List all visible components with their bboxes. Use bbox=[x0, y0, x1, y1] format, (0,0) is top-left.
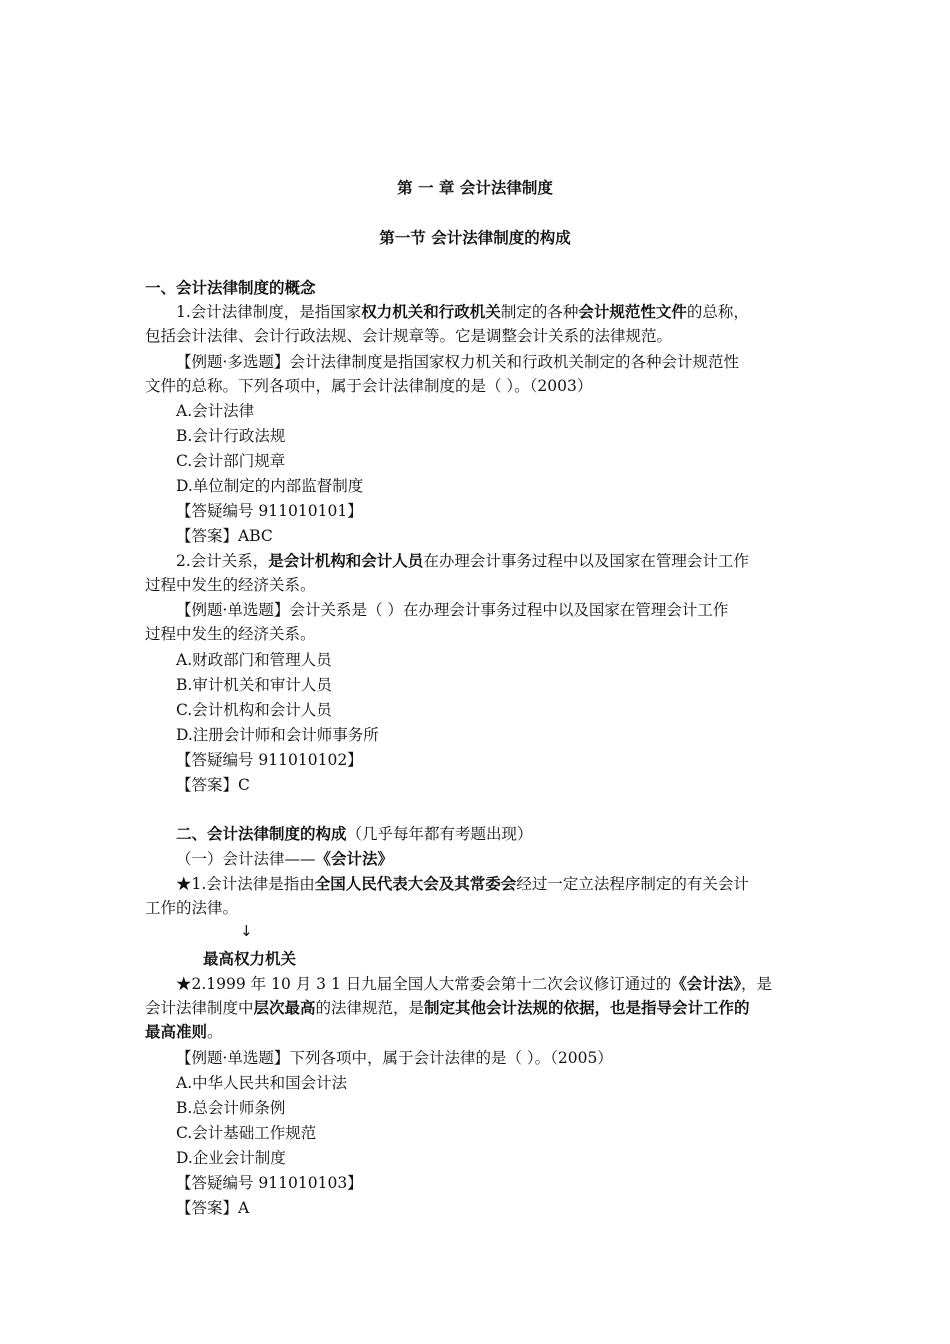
example-question-cont: 文件的总称。下列各项中，属于会计法律制度的是（ ）。（2003） bbox=[145, 377, 593, 395]
option: A.会计法律 bbox=[176, 402, 255, 420]
option: B.总会计师条例 bbox=[176, 1099, 286, 1117]
answer: 【答案】C bbox=[176, 776, 250, 794]
option: C.会计基础工作规范 bbox=[176, 1124, 317, 1142]
paragraph-cont: 过程中发生的经济关系。 bbox=[145, 576, 316, 594]
arrow-label: 最高权力机关 bbox=[203, 950, 297, 968]
option: D.企业会计制度 bbox=[176, 1149, 286, 1167]
option: B.会计行政法规 bbox=[176, 427, 286, 445]
option: C.会计部门规章 bbox=[176, 452, 286, 470]
part2-heading: 二、会计法律制度的构成（几乎每年都有考题出现） bbox=[176, 825, 533, 843]
question-code: 【答疑编号 911010103】 bbox=[176, 1174, 363, 1192]
option: C.会计机构和会计人员 bbox=[176, 701, 332, 719]
example-question: 【例题·单选题】会计关系是（ ）在办理会计事务过程中以及国家在管理会计工作 bbox=[176, 601, 729, 619]
option: A.中华人民共和国会计法 bbox=[176, 1074, 348, 1092]
answer: 【答案】ABC bbox=[176, 527, 273, 545]
paragraph: ★2.1999 年 10 月 3 1 日九届全国人大常委会第十二次会议修订通过的《会计法》，是 bbox=[176, 975, 773, 993]
paragraph: ★1.会计法律是指由全国人民代表大会及其常委会经过一定立法程序制定的有关会计 bbox=[176, 875, 749, 893]
paragraph: 2.会计关系，是会计机构和会计人员在办理会计事务过程中以及国家在管理会计工作 bbox=[176, 552, 749, 570]
paragraph-cont: 最高准则。 bbox=[145, 1023, 223, 1041]
example-question: 【例题·多选题】会计法律制度是指国家权力机关和行政机关制定的各种会计规范性 bbox=[176, 353, 739, 371]
part1-heading: 一、会计法律制度的概念 bbox=[145, 279, 316, 297]
example-question-cont: 过程中发生的经济关系。 bbox=[145, 625, 316, 643]
paragraph-cont: 包括会计法律、会计行政法规、会计规章等。它是调整会计关系的法律规范。 bbox=[145, 327, 673, 345]
question-code: 【答疑编号 911010102】 bbox=[176, 751, 363, 769]
option: D.注册会计师和会计师事务所 bbox=[176, 726, 379, 744]
paragraph: 1.会计法律制度，是指国家权力机关和行政机关制定的各种会计规范性文件的总称， bbox=[176, 303, 749, 321]
paragraph-cont: 会计法律制度中层次最高的法律规范，是制定其他会计法规的依据，也是指导会计工作的 bbox=[145, 999, 750, 1017]
option: A.财政部门和管理人员 bbox=[176, 651, 332, 669]
chapter-title: 第 一 章 会计法律制度 bbox=[397, 179, 553, 197]
answer: 【答案】A bbox=[176, 1199, 250, 1217]
subheading: （一）会计法律——《会计法》 bbox=[176, 850, 394, 868]
example-question: 【例题·单选题】下列各项中，属于会计法律的是（ ）。（2005） bbox=[176, 1049, 613, 1067]
paragraph-cont: 工作的法律。 bbox=[145, 899, 239, 917]
down-arrow-icon: ↓ bbox=[240, 922, 253, 940]
question-code: 【答疑编号 911010101】 bbox=[176, 502, 363, 520]
option: B.审计机关和审计人员 bbox=[176, 676, 332, 694]
option: D.单位制定的内部监督制度 bbox=[176, 477, 364, 495]
section-title: 第一节 会计法律制度的构成 bbox=[379, 229, 571, 247]
